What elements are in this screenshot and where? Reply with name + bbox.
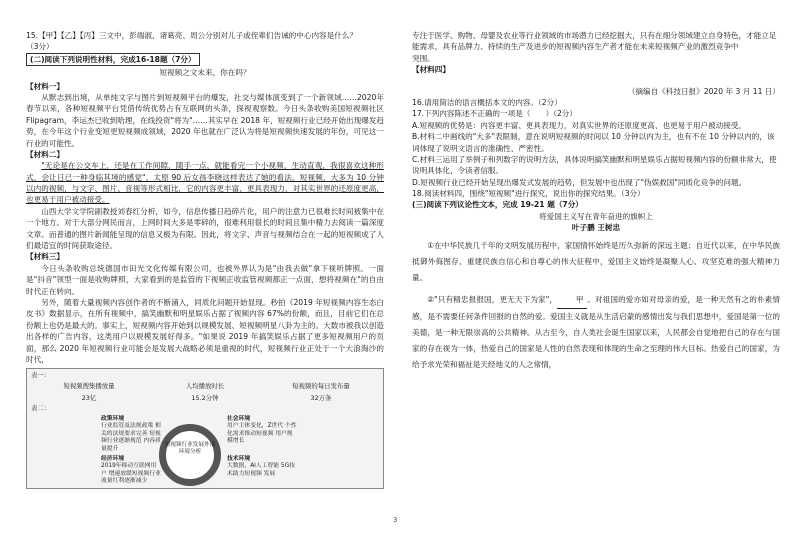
material-3-label: 【材料三】: [26, 252, 64, 262]
essay-paragraph-2: ②"只有精忠报报国，更无天下为家"， 甲 。对祖国的爱亦如对母亲的爱，是一种天然有之的朴素情感，是不需要任何条件回报的自然的爱。爱国主义就是从生活启蒙的感情出发与我们思想中，爱国是第一位的美德，是一种无限崇高的公共精神。从古至今，自人类社会诞生国家以来，人民都会自觉地把自己的存在与国家的存在视为一体，热爱自己的国家是人性的自然表现和体现的生命之至理的伟大目标。热爱自己的国家，为给予求光荣和福祉是天经地义的人之常情，: [412, 292, 780, 373]
essay-body: [412, 238, 780, 374]
right-column: [412, 30, 780, 380]
option-d: D.短视频行业已经开始呈现出爆发式发展的趋势，但发展中也出现了"伪娱救国"同质化竞争的问题。: [412, 177, 747, 187]
essay-paragraph-1: ①在中华民族几千年的文明发展历程中，家国情怀始终是历久弥新的深远主题；自近代以来，在中华民族抵御外侮图存、重建民族自信心和自尊心的伟大征程中，爱国主义始终是凝聚人心、攻坚克难的强大精神力量。: [412, 240, 780, 282]
section-three-label: (三)阅读下列议论性文本，完成 19-21 题（7分）: [412, 200, 583, 210]
article-subtitle: 短视频之文未来，你在吗？: [159, 68, 251, 78]
diagram-economic: 经济环境 2019年移动互联网用户 增速放缓短视频行业 流量红利逐渐减少: [101, 455, 161, 485]
question-18: 18.阅读材料四，围绕"短视频"进行探究，说出你的探究结果。（3分）: [412, 189, 645, 199]
material-3-text: 今日头条收购总统德国市田光文化传媒有限公司，也被外界认为是"由我去做"拿下视听牌照。一面是"抖音"领型一面是收购牌照，大家看到的是监管的下视频正收监管视频都正一点面，想将视频在"的自由时代正在转向。: [26, 263, 384, 296]
table-header-2: 人均播放时长: [185, 381, 225, 390]
environment-diagram: [31, 416, 379, 486]
table-value-2: 15.2分钟: [191, 393, 219, 402]
table-value-1: 23亿: [81, 393, 97, 402]
question-15-score: （3分）: [26, 42, 54, 52]
material-1-text: 从默志到出境，从单纯文字与图片到短视频平台的爆发，社交与媒体演变到了一个新领域……2020年春节以来，各种短视频平台凭借传统优势占有互联网的头条，探视观察数。今日头条收购美国短视频社区 Flipagram，李运杰已收到哈理，在线投资"将为"……其实早在 2018 年，短视频行业已经开始出现爆发趋势，在今年这个行业变短更短视频成领域，2020 年也就在广泛认为将是短视频快速发展的年份，可见这一行业的可能性。: [26, 92, 384, 148]
left-column: [26, 30, 384, 489]
table-caption: 表一：: [31, 371, 51, 380]
source-citation: （摘编自《科技日报》2020 年 3 月 11 日）: [627, 86, 780, 96]
essay-author: 叶子鹏 王树忠: [571, 223, 621, 233]
table-value-3: 32万条: [310, 393, 332, 402]
question-15: 15.【甲】【乙】【丙】三文中，彭端淑、诸葛亮、周公分别对儿子或侄辈们告诫的中心内容是什么？: [26, 31, 358, 40]
question-17: 17.下列内容陈述不正确的一项是（ ）（2分）: [412, 109, 577, 119]
option-c: C.材料三运用了举例子和列数字的说明方法，具体说明搞笑幽默和明星娱乐占据短视频内容的份额非常大，使说明具体化，令读者信服。: [412, 154, 777, 176]
page-number: 3: [393, 516, 398, 524]
material-4-label: 【材料四】: [412, 65, 450, 75]
section-two-label: (二)阅读下列说明性材料，完成16-18题（7分）: [26, 53, 384, 66]
diagram-center-label: 短视频行业发展外部环境分析: [164, 441, 216, 456]
answer-blank[interactable]: 甲: [557, 292, 587, 309]
table2-caption: 表二：: [31, 404, 51, 413]
table-header-3: 短视频的每日发布量: [292, 381, 350, 390]
question-16: 16.请用简洁的语言概括本文的内容。（2分）: [412, 97, 562, 107]
continuation-line-2: 能需求，具有品牌力、持续的生产及进步的短视频内容生产者才能在未来短视频产业的激烈竞争中: [412, 42, 739, 52]
material-2-text: "无论是在公交车上，还是在工作间隙，随手一点，就能看完一个小视频，生动直观，我很喜欢这种形式，会让日已一种身临其境的感觉"，太原 90 后女孩李晓这样表达了她的看法。短视频，大多为 10 分钟以内的视频，与文字、图片、音视等形式相比，它的内容更丰富、更具表现力，对其实世界的还原度更高，也更易于用户被动接受。: [26, 161, 384, 205]
material-2-text-b: 山西大学文学院副教授刘春红分析，如今，信息传播日趋碎片化，用户的注意力已很难长时间被集中在一个地方。对于大部分网民而言，上网时间大多是零碎的，很难利用很长的时间且集中精力去阅读一篇深度文章。而普通的图片新闻能呈现的信息又极为有限。因此，将文字、声音与视频结合在一起的短视频成了人们最适宜的时间获取途径。: [26, 206, 384, 251]
option-a: A.短视频的优势是：内容更丰富、更具表现力，对真实世界的还原度更高、也更易于用户被动接受。: [412, 120, 747, 130]
statistics-table: [26, 368, 384, 488]
table-header-1: 短视频搜集播放量: [63, 381, 115, 390]
option-b: B.材料二中画线的"大多"表限制，意在说明短视频的时间以 10 分钟以内为主，也有不在 10 分钟以内的，该词体现了说明文语言的准确性、严密性。: [412, 132, 775, 153]
material-2-label: 【材料二】: [26, 149, 64, 159]
continuation-line-3: 突围。: [412, 53, 435, 63]
continuation-line-1: 专注于医学、购物、母婴及农业等行业领域的市场潜力已经挖掘大，只有在细分领域建立自身特色，才能立足: [412, 31, 777, 40]
diagram-social: 社会环境 用户主体变化，Z世代 个性化需求推动短视频 用户规模增长: [227, 415, 297, 445]
material-1-label: 【材料一】: [26, 81, 64, 91]
material-3-text-b: 另外，随着大量视频内容创作者的不断涌入，同质化问题开始显现。秒拍《2019 年短视频内容生态白皮书》数据显示，在所有视频中，搞笑幽默和明星娱乐占据了视频内容 67%的份额，而且，目前它们在总份额上也仍是最大的。事实上，短视频内容开始到以规模发展、短视频明星八卦为主的。大数市被我以创造出各样的广告内容，这类用户以规模发展好得多。"如果说 2019 年搞笑娱乐占据了更多短视频用户的页面，那么 2020 年短视频行业可能会是发展大战略必须是重视的时代，短视频行业正处于一个大浪淘沙的时代，: [26, 297, 384, 364]
diagram-policy: 政策环境 行业监管及法规政策 相关的法规要求完善 短视频行业逐渐规范 内容质量提升: [101, 415, 161, 452]
diagram-tech: 技术环境 大数据、AI人工智能 5G技术助力短视频 发展: [227, 455, 295, 477]
essay-title: 将爱国主义写在青年奋进的旗帜上: [539, 211, 653, 221]
